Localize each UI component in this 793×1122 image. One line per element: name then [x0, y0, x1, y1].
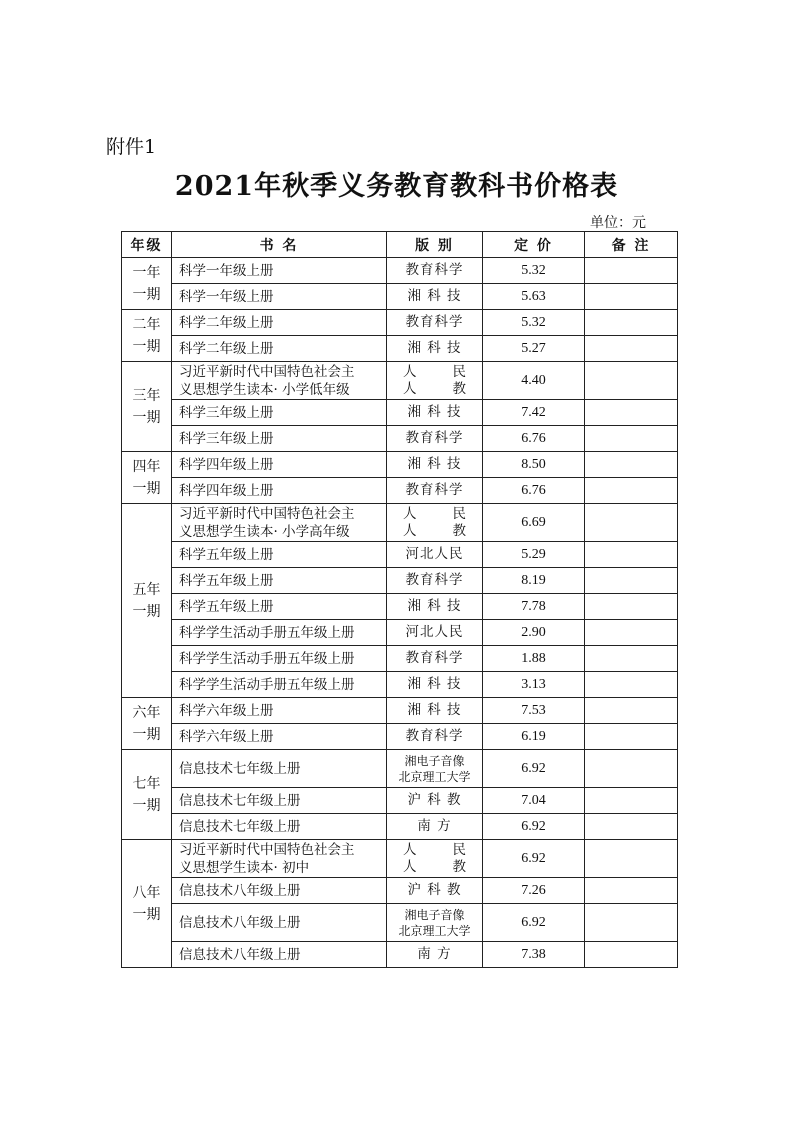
- table-row: [122, 478, 678, 504]
- remark-cell: [585, 788, 678, 814]
- book-name-cell: 科学二年级上册: [172, 336, 387, 362]
- table-row: [122, 594, 678, 620]
- remark-cell: [585, 452, 678, 478]
- price-cell: 6.76: [483, 426, 585, 452]
- remark-cell: [585, 568, 678, 594]
- book-name-cell: 信息技术七年级上册: [172, 750, 387, 788]
- price-cell: 6.92: [483, 904, 585, 942]
- publisher-line: 人 民: [403, 841, 466, 858]
- publisher-cell: 教育科学: [387, 426, 483, 452]
- publisher-line: 人 民: [403, 363, 466, 380]
- publisher-cell: 河北人民: [387, 620, 483, 646]
- publisher-cell: 教育科学: [387, 568, 483, 594]
- remark-cell: [585, 336, 678, 362]
- grade-cell: 八年 一期: [122, 840, 172, 968]
- publisher-cell: 沪 科 教: [387, 788, 483, 814]
- remark-cell: [585, 258, 678, 284]
- price-cell: 3.13: [483, 672, 585, 698]
- grade-cell: 一年 一期: [122, 258, 172, 310]
- table-row: [122, 504, 678, 542]
- price-cell: 5.32: [483, 310, 585, 336]
- table-row: [122, 698, 678, 724]
- price-cell: 6.92: [483, 814, 585, 840]
- remark-cell: [585, 620, 678, 646]
- attachment-label: 附件1: [106, 136, 157, 158]
- publisher-line: 人 民: [403, 505, 466, 522]
- remark-cell: [585, 426, 678, 452]
- publisher-cell: 湘 科 技: [387, 672, 483, 698]
- remark-cell: [585, 362, 678, 400]
- unit-label: 单位：元: [590, 215, 646, 231]
- price-cell: 7.26: [483, 878, 585, 904]
- grade-cell: 四年 一期: [122, 452, 172, 504]
- grade-cell: 三年 一期: [122, 362, 172, 452]
- publisher-cell: 湘 科 技: [387, 594, 483, 620]
- publisher-line: 人 教: [403, 380, 466, 397]
- price-cell: 6.92: [483, 840, 585, 878]
- publisher-cell: 教育科学: [387, 310, 483, 336]
- table-row: [122, 452, 678, 478]
- price-cell: 7.42: [483, 400, 585, 426]
- price-cell: 2.90: [483, 620, 585, 646]
- table-row: [122, 724, 678, 750]
- publisher-cell: 南 方: [387, 942, 483, 968]
- remark-cell: [585, 542, 678, 568]
- book-name-cell: 信息技术八年级上册: [172, 942, 387, 968]
- price-cell: 5.32: [483, 258, 585, 284]
- remark-cell: [585, 904, 678, 942]
- publisher-cell: 教育科学: [387, 258, 483, 284]
- publisher-cell: 教育科学: [387, 646, 483, 672]
- remark-cell: [585, 750, 678, 788]
- publisher-line: 北京理工大学: [398, 923, 471, 938]
- table-row: [122, 904, 678, 942]
- book-name-cell: 信息技术七年级上册: [172, 814, 387, 840]
- table-row: [122, 542, 678, 568]
- remark-cell: [585, 724, 678, 750]
- book-name-cell: 信息技术八年级上册: [172, 904, 387, 942]
- publisher-cell: 河北人民: [387, 542, 483, 568]
- publisher-cell: 教育科学: [387, 724, 483, 750]
- table-row: [122, 336, 678, 362]
- price-cell: 7.78: [483, 594, 585, 620]
- book-name-cell: 信息技术八年级上册: [172, 878, 387, 904]
- price-cell: 7.04: [483, 788, 585, 814]
- table-row: [122, 646, 678, 672]
- document-title: 2021年秋季义务教育教科书价格表: [174, 171, 619, 202]
- remark-cell: [585, 942, 678, 968]
- publisher-cell: [387, 904, 483, 942]
- book-name-cell: 科学四年级上册: [172, 478, 387, 504]
- price-cell: 6.76: [483, 478, 585, 504]
- table-row: [122, 426, 678, 452]
- table-row: [122, 750, 678, 788]
- table-row: [122, 400, 678, 426]
- publisher-cell: 湘 科 技: [387, 400, 483, 426]
- remark-cell: [585, 646, 678, 672]
- table-header-row: [122, 232, 678, 258]
- grade-cell: 六年 一期: [122, 698, 172, 750]
- book-name-cell: 习近平新时代中国特色社会主 义思想学生读本· 小学低年级: [172, 362, 387, 400]
- publisher-cell: 湘 科 技: [387, 336, 483, 362]
- grade-cell: 五年 一期: [122, 504, 172, 698]
- book-name-cell: 习近平新时代中国特色社会主 义思想学生读本· 初中: [172, 840, 387, 878]
- publisher-cell: 湘 科 技: [387, 698, 483, 724]
- table-row: [122, 814, 678, 840]
- table-row: [122, 258, 678, 284]
- remark-cell: [585, 698, 678, 724]
- remark-cell: [585, 310, 678, 336]
- price-table: [121, 231, 678, 968]
- book-name-cell: 科学四年级上册: [172, 452, 387, 478]
- table-body: [122, 258, 678, 968]
- publisher-line: 湘电子音像: [404, 907, 465, 922]
- book-name-cell: 科学六年级上册: [172, 724, 387, 750]
- table-row: [122, 788, 678, 814]
- publisher-line: 人 教: [403, 858, 466, 875]
- book-name-cell: 习近平新时代中国特色社会主 义思想学生读本· 小学高年级: [172, 504, 387, 542]
- grade-cell: 二年 一期: [122, 310, 172, 362]
- price-cell: 6.92: [483, 750, 585, 788]
- book-name-cell: 信息技术七年级上册: [172, 788, 387, 814]
- book-name-cell: 科学学生活动手册五年级上册: [172, 620, 387, 646]
- table-row: [122, 284, 678, 310]
- publisher-line: 人 教: [403, 522, 466, 539]
- remark-cell: [585, 594, 678, 620]
- table-row: [122, 942, 678, 968]
- book-name-cell: 科学五年级上册: [172, 594, 387, 620]
- remark-cell: [585, 504, 678, 542]
- price-cell: 5.29: [483, 542, 585, 568]
- price-cell: 5.27: [483, 336, 585, 362]
- book-name-cell: 科学学生活动手册五年级上册: [172, 646, 387, 672]
- publisher-cell: [387, 362, 483, 400]
- book-name-cell: 科学三年级上册: [172, 400, 387, 426]
- publisher-cell: 南 方: [387, 814, 483, 840]
- table-row: [122, 362, 678, 400]
- price-cell: 7.38: [483, 942, 585, 968]
- publisher-cell: 沪 科 教: [387, 878, 483, 904]
- book-name-cell: 科学一年级上册: [172, 258, 387, 284]
- publisher-cell: 教育科学: [387, 478, 483, 504]
- table-row: [122, 310, 678, 336]
- table-row: [122, 878, 678, 904]
- table-row: [122, 840, 678, 878]
- table-row: [122, 672, 678, 698]
- remark-cell: [585, 672, 678, 698]
- remark-cell: [585, 840, 678, 878]
- price-cell: 1.88: [483, 646, 585, 672]
- publisher-cell: 湘 科 技: [387, 452, 483, 478]
- publisher-cell: [387, 750, 483, 788]
- remark-cell: [585, 284, 678, 310]
- header-book: 书 名: [172, 232, 387, 258]
- header-price: 定 价: [483, 232, 585, 258]
- book-name-cell: 科学二年级上册: [172, 310, 387, 336]
- price-cell: 6.69: [483, 504, 585, 542]
- price-cell: 7.53: [483, 698, 585, 724]
- remark-cell: [585, 878, 678, 904]
- price-cell: 4.40: [483, 362, 585, 400]
- publisher-cell: [387, 504, 483, 542]
- header-grade: 年级: [122, 232, 172, 258]
- book-name-cell: 科学学生活动手册五年级上册: [172, 672, 387, 698]
- remark-cell: [585, 814, 678, 840]
- price-cell: 8.50: [483, 452, 585, 478]
- price-cell: 5.63: [483, 284, 585, 310]
- header-remark: 备 注: [585, 232, 678, 258]
- book-name-cell: 科学六年级上册: [172, 698, 387, 724]
- grade-cell: 七年 一期: [122, 750, 172, 840]
- remark-cell: [585, 478, 678, 504]
- table-row: [122, 620, 678, 646]
- book-name-cell: 科学五年级上册: [172, 568, 387, 594]
- publisher-cell: [387, 840, 483, 878]
- price-cell: 8.19: [483, 568, 585, 594]
- publisher-line: 湘电子音像: [404, 753, 465, 768]
- book-name-cell: 科学五年级上册: [172, 542, 387, 568]
- book-name-cell: 科学一年级上册: [172, 284, 387, 310]
- remark-cell: [585, 400, 678, 426]
- book-name-cell: 科学三年级上册: [172, 426, 387, 452]
- table-row: [122, 568, 678, 594]
- publisher-line: 北京理工大学: [398, 769, 471, 784]
- header-publisher: 版 别: [387, 232, 483, 258]
- price-cell: 6.19: [483, 724, 585, 750]
- publisher-cell: 湘 科 技: [387, 284, 483, 310]
